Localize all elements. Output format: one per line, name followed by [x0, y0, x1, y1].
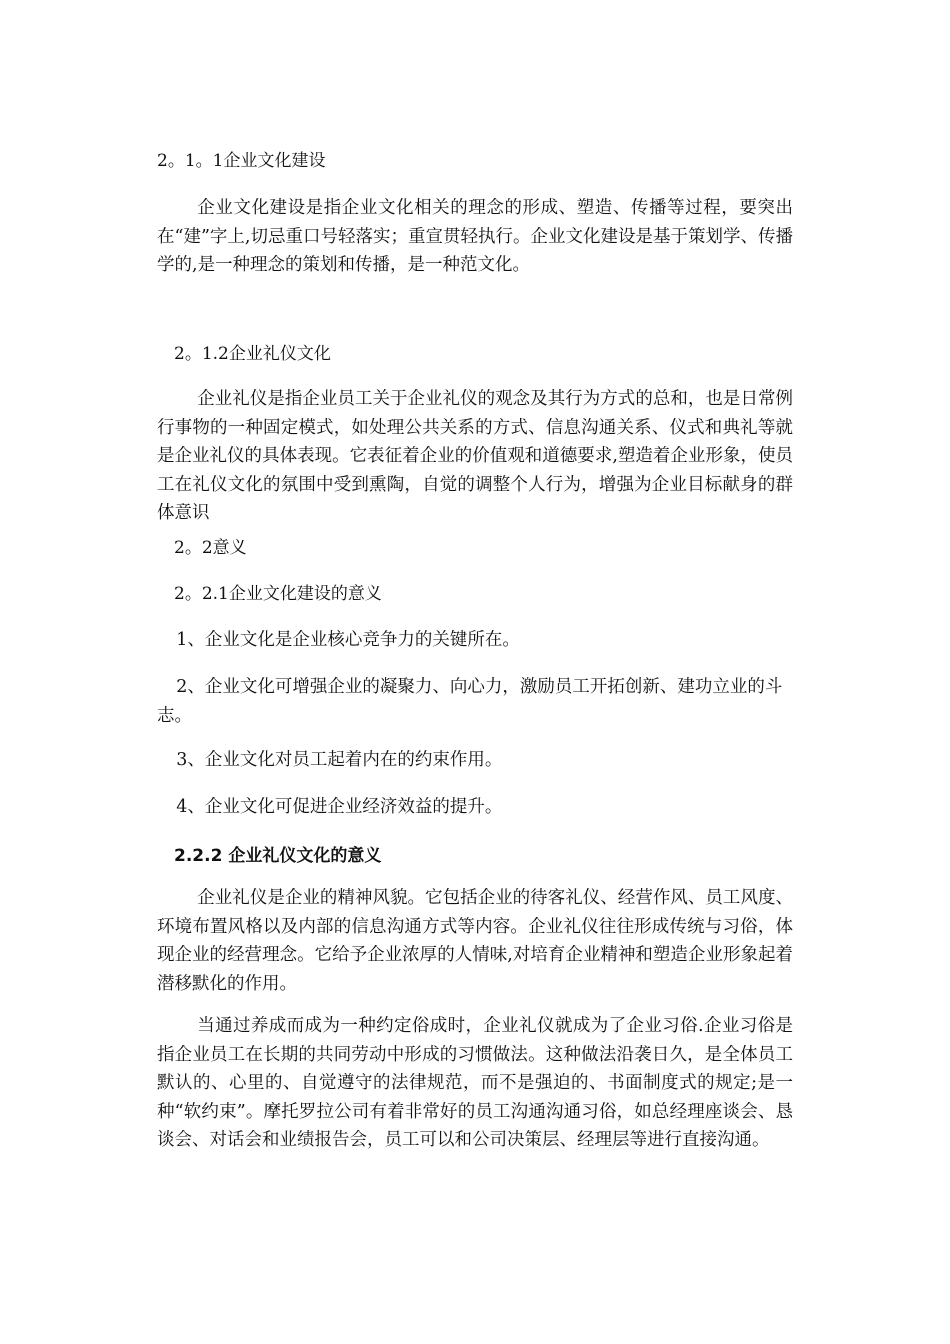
section-heading-2-1-1: 2。1。1企业文化建设 — [157, 151, 326, 171]
section-heading-2-2-2: 2.2.2 企业礼仪文化的意义 — [174, 846, 382, 866]
section-heading-2-2-1: 2。2.1企业文化建设的意义 — [174, 584, 382, 604]
section-heading-2-2: 2。2意义 — [174, 538, 247, 558]
list-item: 4、企业文化可促进企业经济效益的提升。 — [176, 797, 503, 817]
section-body-2-1-2: 企业礼仪是指企业员工关于企业礼仪的观念及其行为方式的总和，也是日常例行事物的一种固定模式，如处理公共关系的方式、信息沟通关系、仪式和典礼等就是企业礼仪的具体表现。它表征着企业的价值观和道德要求,塑造着企业形象，使员工在礼仪文化的氛围中受到熏陶，自觉的调整个人行为，增强为企业目标献身的群体意识 — [157, 389, 793, 523]
section-body-2-2-2-p1: 企业礼仪是企业的精神风貌。它包括企业的待客礼仪、经营作风、员工风度、环境布置风格以及内部的信息沟通方式等内容。企业礼仪往往形成传统与习俗，体现企业的经营理念。它给予企业浓厚的人情味,对培育企业精神和塑造企业形象起着潜移默化的作用。 — [157, 888, 793, 994]
list-item: 3、企业文化对员工起着内在的约束作用。 — [176, 750, 503, 770]
section-body-2-2-2-p2: 当通过养成而成为一种约定俗成时，企业礼仪就成为了企业习俗.企业习俗是指企业员工在长期的共同劳动中形成的习惯做法。这种做法沿袭日久，是全体员工默认的、心里的、自觉遵守的法律规范，而不是强迫的、书面制度式的规定;是一种“软约束”。摩托罗拉公司有着非常好的员工沟通沟通习俗，如总经理座谈会、恳谈会、对话会和业绩报告会，员工可以和公司决策层、经理层等进行直接沟通。 — [157, 1016, 793, 1150]
section-body-2-1-1: 企业文化建设是指企业文化相关的理念的形成、塑造、传播等过程，要突出在“建”字上,切忌重口号轻落实；重宣贯轻执行。企业文化建设是基于策划学、传播学的,是一种理念的策划和传播，是一种范文化。 — [157, 198, 793, 275]
list-item: 1、企业文化是企业核心竞争力的关键所在。 — [176, 630, 520, 650]
list-item: 2、企业文化可增强企业的凝聚力、向心力，激励员工开拓创新、建功立业的斗志。 — [157, 677, 783, 726]
section-heading-2-1-2: 2。1.2企业礼仪文化 — [174, 344, 331, 364]
